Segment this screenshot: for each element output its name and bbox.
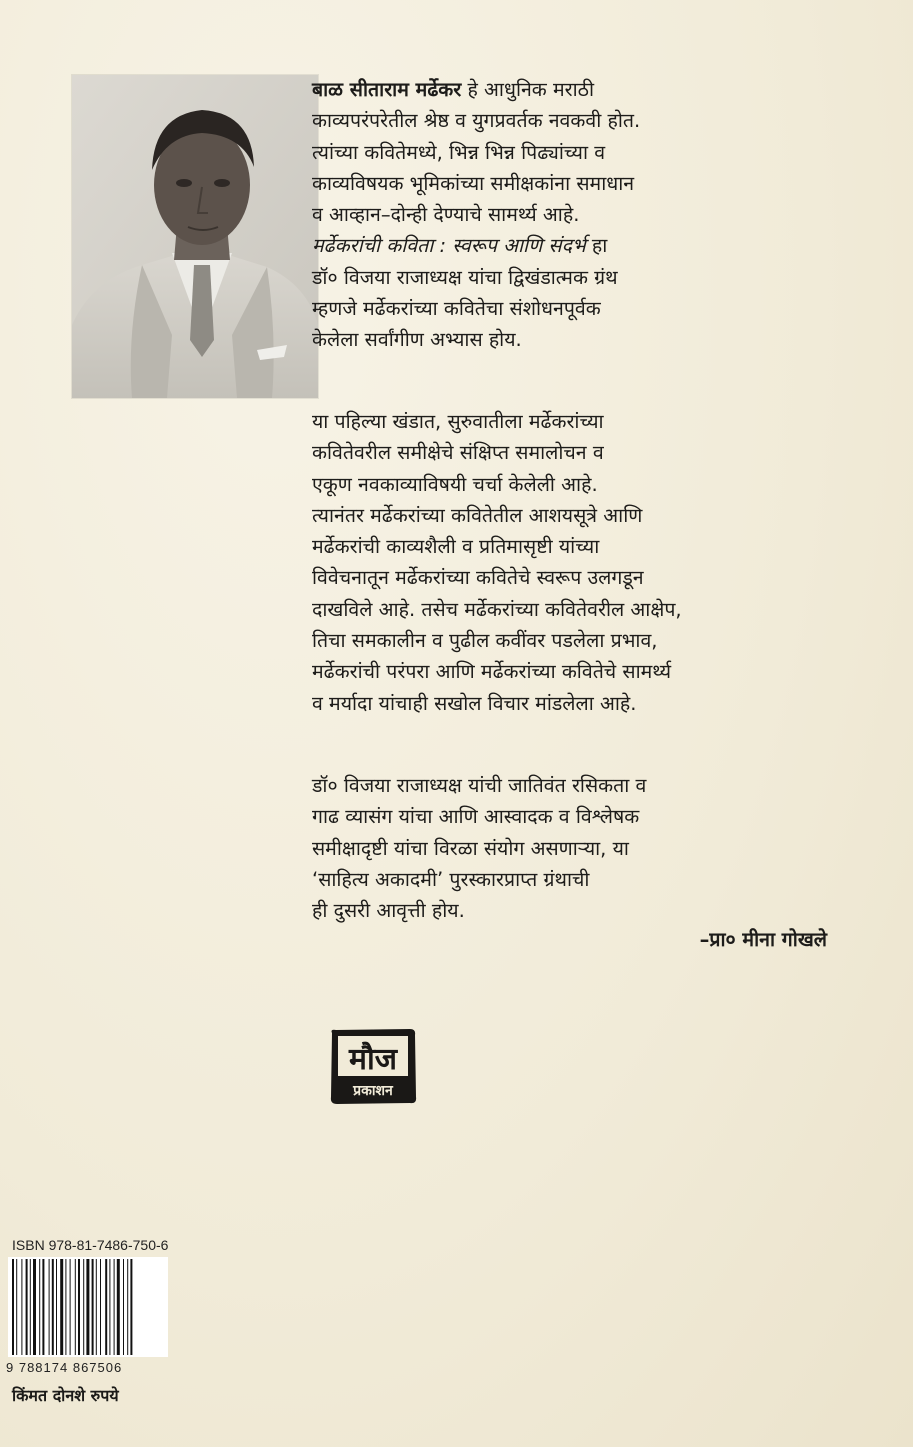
book-title: मर्ढेकरांची कविता : स्वरूप आणि संदर्भ [312,234,586,258]
intro-paragraph [312,74,872,356]
summary-line: मर्ढेकरांची परंपरा आणि मर्ढेकरांच्या कवितेचे सामर्थ्य [312,660,672,684]
edition-line: डॉ० विजया राजाध्यक्ष यांची जातिवंत रसिकता व [312,774,647,797]
publisher-logo [328,1027,418,1106]
volume-summary-paragraph [312,406,872,719]
intro-line-3: त्यांच्या कवितेमध्ये, भिन्न भिन्न पिढ्यांच्या व [312,140,606,164]
intro-line-2: काव्यपरंपरेतील श्रेष्ठ व युगप्रवर्तक नवकवी होत. [312,109,641,133]
intro-line-5: व आव्हान–दोन्ही देण्याचे सामर्थ्य आहे. [312,203,580,227]
intro-line-8: म्हणजे मर्ढेकरांच्या कवितेचा संशोधनपूर्वक [312,297,601,321]
barcode-number: 9 788174 867506 [6,1360,123,1375]
edition-paragraph [312,770,872,926]
logo-text-main: मौज [349,1042,397,1077]
summary-line: दाखविले आहे. तसेच मर्ढेकरांच्या कवितेवरील आक्षेप, [312,597,682,621]
summary-line: मर्ढेकरांची काव्यशैली व प्रतिमासृष्टी यांच्या [312,535,600,559]
barcode [8,1257,168,1357]
intro-line-6-rest: हा [585,234,608,258]
summary-line: त्यानंतर मर्ढेकरांच्या कवितेतील आशयसूत्रे आणि [312,503,643,527]
summary-line: या पहिल्या खंडात, सुरुवातीला मर्ढेकरांच्या [312,410,604,433]
poet-name: बाळ सीताराम मर्ढेकर [312,78,462,101]
intro-line-7: डॉ० विजया राजाध्यक्ष यांचा द्विखंडात्मक ग्रंथ [312,265,618,289]
edition-line: गाढ व्यासंग यांचा आणि आस्वादक व विश्लेषक [312,805,640,829]
edition-line: ‘साहित्य अकादमी’ पुरस्कारप्राप्त ग्रंथाची [312,867,590,891]
summary-line: तिचा समकालीन व पुढील कवींवर पडलेला प्रभाव, [312,629,658,653]
summary-line: विवेचनातून मर्ढेकरांच्या कवितेचे स्वरूप उलगडून [312,566,644,590]
isbn: ISBN 978-81-7486-750-6 [12,1237,169,1253]
blurb-author: –प्रा० मीना गोखले [699,928,827,951]
logo-text-sub: प्रकाशन [353,1083,393,1099]
summary-line: कवितेवरील समीक्षेचे संक्षिप्त समालोचन व [312,441,604,465]
author-photo [72,75,318,398]
intro-line-6 [312,230,872,261]
summary-line: एकूण नवकाव्याविषयी चर्चा केलेली आहे. [312,472,598,496]
price: किंमत दोनशे रुपये [12,1386,119,1405]
intro-line-1-rest: हे आधुनिक मराठी [461,78,595,101]
intro-line-4: काव्यविषयक भूमिकांच्या समीक्षकांना समाधान [312,171,635,195]
edition-line: समीक्षादृष्टी यांचा विरळा संयोग असणाऱ्या, या [312,836,629,860]
edition-line: ही दुसरी आवृत्ती होय. [312,899,465,923]
intro-line-1 [312,74,872,105]
intro-line-9: केलेला सर्वांगीण अभ्यास होय. [312,328,522,352]
summary-line: व मर्यादा यांचाही सखोल विचार मांडलेला आहे. [312,691,637,715]
